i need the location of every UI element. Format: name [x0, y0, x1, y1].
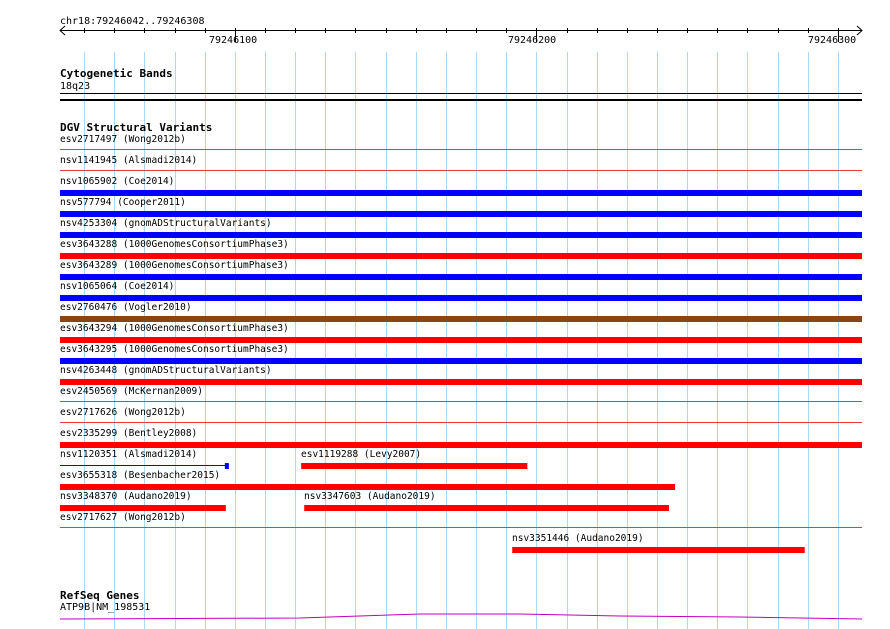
cytobands-track-title: Cytogenetic Bands [60, 67, 173, 80]
dgv-feature-label[interactable]: nsv3347603 (Audano2019) [304, 491, 436, 502]
dgv-feature-bar [60, 274, 862, 280]
dgv-feature-label[interactable]: esv2717626 (Wong2012b) [60, 407, 186, 418]
dgv-feature-bar [60, 484, 675, 490]
dgv-feature-line [60, 401, 862, 402]
dgv-track-title: DGV Structural Variants [60, 121, 213, 134]
gene-label[interactable]: ATP9B|NM_198531 [60, 602, 151, 613]
dgv-feature-bar [304, 505, 669, 511]
dgv-feature-bar [60, 358, 862, 364]
dgv-feature-label[interactable]: nsv1065902 (Coe2014) [60, 176, 175, 187]
dgv-feature-label[interactable]: nsv4263448 (gnomADStructuralVariants) [60, 365, 272, 376]
dgv-feature-bar [60, 211, 862, 217]
dgv-feature-bar [60, 253, 862, 259]
dgv-feature-label[interactable]: esv3655318 (Besenbacher2015) [60, 470, 221, 481]
dgv-feature-label[interactable]: nsv1065064 (Coe2014) [60, 281, 175, 292]
refseq-track-title: RefSeq Genes [60, 589, 140, 602]
dgv-feature-bar [60, 190, 862, 196]
dgv-feature-label[interactable]: esv2450569 (McKernan2009) [60, 386, 203, 397]
dgv-feature-bar [60, 505, 226, 511]
dgv-feature-bar [60, 379, 862, 385]
ruler-tick-label: 79246300 [808, 35, 857, 46]
dgv-feature-line [60, 527, 862, 528]
dgv-feature-label[interactable]: esv3643288 (1000GenomesConsortiumPhase3) [60, 239, 289, 250]
dgv-feature-bar [60, 232, 862, 238]
dgv-feature-line [60, 149, 862, 150]
dgv-feature-label[interactable]: nsv3351446 (Audano2019) [512, 533, 644, 544]
ruler-tick-label: 79246100 [209, 35, 258, 46]
dgv-feature-label[interactable]: nsv3348370 (Audano2019) [60, 491, 192, 502]
dgv-feature-bar [512, 547, 804, 553]
dgv-feature-label[interactable]: nsv577794 (Cooper2011) [60, 197, 186, 208]
gene-model-line [60, 614, 862, 619]
dgv-feature-line [60, 170, 862, 171]
dgv-feature-bar [60, 337, 862, 343]
track-divider [60, 99, 862, 101]
cytoband-label: 18q23 [60, 81, 91, 92]
dgv-feature-label[interactable]: esv3643294 (1000GenomesConsortiumPhase3) [60, 323, 289, 334]
region-label: chr18:79246042..79246308 [60, 16, 205, 27]
dgv-feature-label[interactable]: esv3643289 (1000GenomesConsortiumPhase3) [60, 260, 289, 271]
dgv-feature-line [60, 465, 229, 466]
dgv-feature-bar [60, 316, 862, 322]
dgv-feature-block [225, 463, 229, 469]
dgv-feature-label[interactable]: esv3643295 (1000GenomesConsortiumPhase3) [60, 344, 289, 355]
dgv-feature-bar [60, 442, 862, 448]
dgv-feature-line [60, 422, 862, 423]
cytoband-separator [60, 93, 862, 94]
dgv-feature-label[interactable]: esv2717627 (Wong2012b) [60, 512, 186, 523]
dgv-feature-label[interactable]: nsv1120351 (Alsmadi2014) [60, 449, 198, 460]
dgv-feature-label[interactable]: esv1119288 (Levy2007) [301, 449, 422, 460]
dgv-feature-label[interactable]: esv2760476 (Vogler2010) [60, 302, 192, 313]
ruler-tick-label: 79246200 [508, 35, 557, 46]
dgv-feature-label[interactable]: esv2717497 (Wong2012b) [60, 134, 186, 145]
dgv-feature-bar [60, 295, 862, 301]
dgv-feature-bar [301, 463, 527, 469]
dgv-feature-label[interactable]: esv2335299 (Bentley2008) [60, 428, 198, 439]
dgv-feature-label[interactable]: nsv4253304 (gnomADStructuralVariants) [60, 218, 272, 229]
dgv-feature-label[interactable]: nsv1141945 (Alsmadi2014) [60, 155, 198, 166]
